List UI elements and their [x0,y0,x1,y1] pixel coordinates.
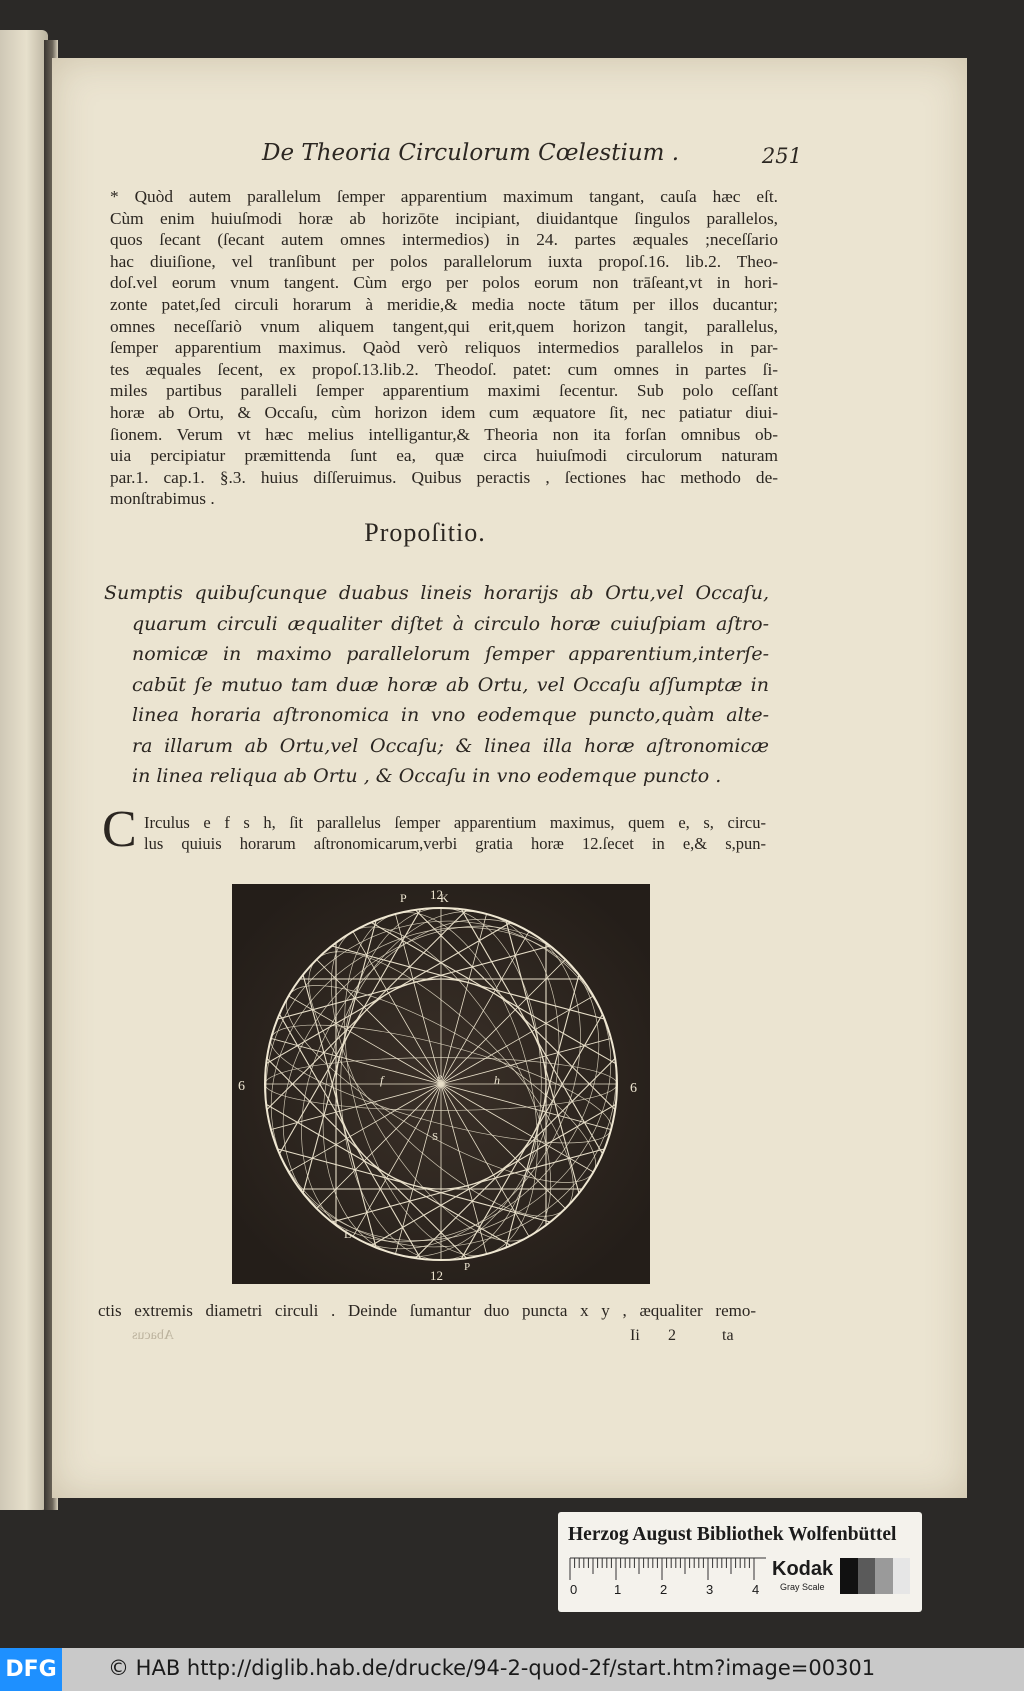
scale-ruler [568,1556,768,1596]
library-name: Herzog August Bibliothek Wolfenbüttel [568,1524,897,1545]
woodcut-diagram [232,884,650,1284]
text-line: tes æquales ſecent, ex propoſ.13.lib.2. Theodoſ. patet: cum omnes in partes ſi- [110,359,778,379]
text-line: ſionem. Verum vt hæc melius intelligantur,& Theoria non ita forſan omnibus ob- [110,424,778,444]
label-lower-s: S [432,1131,439,1143]
ruler-number: 2 [660,1582,668,1596]
dfg-logo[interactable]: DFG [0,1648,62,1691]
gray-patch [858,1558,876,1594]
text-line: ra illarum ab Ortu,vel Occaſu; & linea illa horæ aſtronomicæ [132,734,769,757]
kodak-brand: Kodak [772,1558,834,1580]
text-line: ſemper apparentium maximus. Qaòd verò reliquos intermedios parallelos in par- [110,338,778,358]
gray-patch [893,1558,911,1594]
label-l: L [344,1227,352,1241]
gray-scale-patches [840,1558,910,1594]
ruler-ticks [570,1558,754,1580]
copyright-text: © HAB http://diglib.hab.de/drucke/94-2-quod-2f/start.htm?image=00301 [108,1656,876,1680]
label-bottom-12: 12 [430,1268,443,1283]
drop-cap: C [102,801,137,858]
text-line: zonte patet,ſed circuli horarum à meridie,& media nocte tātum per illos ducantur; [110,294,778,314]
text-line: Sumptis quibuſcunque duabus lineis horarijs ab Ortu,vel Occaſu, [104,582,769,604]
text-line: monſtrabimus . [110,489,215,509]
label-e: e [437,1070,443,1084]
signature-number: 2 [668,1327,676,1344]
text-line: horæ ab Ortu, & Occaſu, cùm horizon idem cum æquatore ſit, nec patiatur diui- [110,402,778,422]
label-left-6: 6 [238,1079,245,1094]
label-top-p: P [400,891,407,905]
library-color-card [558,1512,922,1612]
paragraph-1 [110,186,778,510]
running-head [262,140,802,176]
text-line: doſ.vel eorum vnum tangent. Cùm ergo per polos eorum non trāſeant,vt in hori- [110,273,778,293]
label-right-6: 6 [630,1081,637,1096]
label-bottom-p: P [464,1261,471,1273]
proposition-statement [104,578,769,792]
label-f: f [380,1073,384,1087]
paragraph-3 [98,1300,756,1321]
ruler-number: 1 [614,1582,622,1596]
page-number: 251 [761,144,802,168]
text-line: Irculus e f s h, ſit parallelus ſemper apparentium maximus, quem e, s, circu- [144,813,766,832]
label-top-12: 12 [430,887,443,902]
text-line: linea horaria aſtronomica in vno eodemque puncto,quàm alte- [132,704,769,726]
kodak-subtitle: Gray Scale [780,1582,825,1592]
running-title: De Theoria Circulorum Cœlestium . [262,140,680,166]
text-line: ctis extremis diametri circuli . Deinde ſumantur duo puncta x y , æqualiter remo- [98,1301,756,1320]
gray-patch [840,1558,858,1594]
paragraph-2 [144,812,766,854]
text-line: in linea reliqua ab Ortu , & Occaſu in vno eodemque puncto . [132,765,722,787]
ruler-number: 0 [570,1582,578,1596]
ruler-number: 4 [752,1582,760,1596]
label-h: h [494,1073,500,1087]
left-page-edge [0,30,48,1510]
text-line: Cùm enim huiuſmodi horæ ab horizōte incipiant, diuidantque ſingulos parallelos, [110,208,778,228]
text-line: omnes neceſſariò vnum aliquem tangent,qui erit,quem horizon tangit, parallelus, [110,316,778,336]
text-line: quarum circuli æqualiter diſtet à circulo horæ cuiuſpiam aſtro- [132,612,769,635]
text-line: miles partibus paralleli ſemper apparentium maximi ſecentur. Sub polo ceſſant [110,381,778,401]
text-line: hac diuiſione, vel tranſibunt per polos parallelorum iuxta propoſ.16. lib.2. Theo- [110,251,778,271]
catchword: ta [722,1327,734,1344]
text-line: * Quòd autem parallelum ſemper apparentium maximum tangant, cauſa hæc eſt. [110,187,778,206]
text-line: uia percipiatur præmittenda ſunt ea, quæ circa huiuſmodi circulorum naturam [110,446,778,466]
gray-patch [875,1558,893,1594]
label-top-k: K [440,891,449,905]
proposition-heading: Propoſitio. [364,518,486,547]
text-line: quos ſecant (ſecant autem omnes intermedios) in 24. partes æquales ;neceſſario [110,230,778,250]
text-line: par.1. cap.1. §.3. huius diſſeruimus. Quibus peractis , ſectiones hac methodo de- [110,467,778,487]
ruler-number: 3 [706,1582,714,1596]
text-line: nomicæ in maximo parallelorum ſemper apparentium,interſe- [132,643,769,665]
footer-bar [0,1648,1024,1691]
signature-mark: Ii [630,1327,640,1344]
text-line: lus quiuis horarum aſtronomicarum,verbi gratia horæ 12.ſecet in e,& s,pun- [144,834,766,853]
bleed-through-text: Abacus [132,1328,174,1343]
text-line: cabūt ſe mutuo tam duæ horæ ab Ortu, vel Occaſu aſſumptæ in [132,673,769,696]
circle-diagram [232,884,650,1284]
